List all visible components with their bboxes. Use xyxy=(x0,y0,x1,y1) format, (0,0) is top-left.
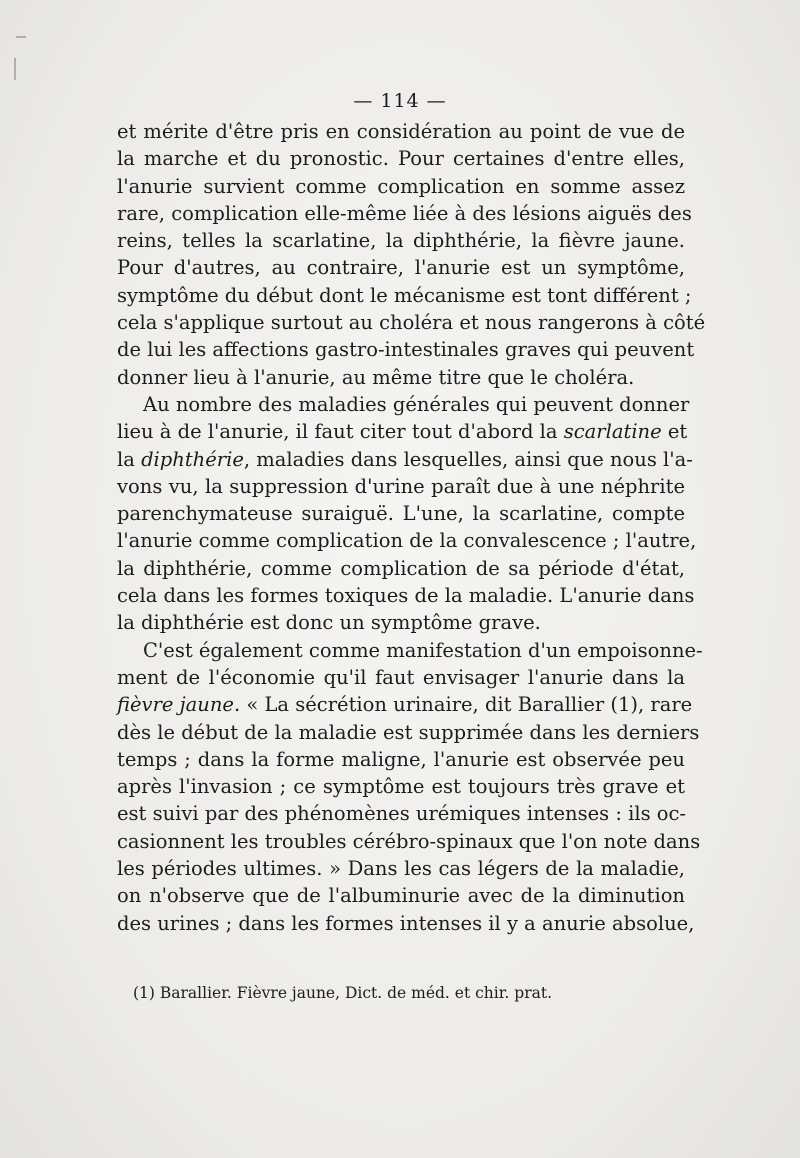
text-line: lieu à de l'anurie, il faut citer tout d'abord la scarlatine et xyxy=(117,420,688,444)
page-number: — 114 — xyxy=(353,90,447,112)
italic-term: scarlatine xyxy=(563,420,662,444)
text-line: fièvre jaune. « La sécrétion urinaire, dit Barallier (1), rare xyxy=(117,693,693,717)
italic-term: diphthérie xyxy=(141,447,244,471)
text-line: on n'observe que de l'albuminurie avec de la diminution xyxy=(117,884,685,908)
text-line: la marche et du pronostic. Pour certaines d'entre elles, xyxy=(117,147,685,171)
text-line: vons vu, la suppression d'urine paraît due à une néphrite xyxy=(117,474,685,498)
italic-term: fièvre jaune xyxy=(117,693,234,717)
text-line: et mérite d'être pris en considération au point de vue de xyxy=(117,120,685,143)
text-line: après l'invasion ; ce symptôme est toujours très grave et xyxy=(117,775,685,799)
margin-mark xyxy=(14,58,16,80)
text-line: les périodes ultimes. » Dans les cas légers de la maladie, xyxy=(117,857,685,881)
text-line: cela s'applique surtout au choléra et nous rangerons à côté xyxy=(117,311,706,335)
text-line: cela dans les formes toxiques de la maladie. L'anurie dans xyxy=(117,584,695,608)
text-line: dès le début de la maladie est supprimée dans les derniers xyxy=(117,720,700,744)
text-line: des urines ; dans les formes intenses il y a anurie absolue, xyxy=(117,911,695,935)
margin-mark xyxy=(16,36,26,38)
text-line: symptôme du début dont le mécanisme est tont différent ; xyxy=(117,283,692,307)
text-line: C'est également comme manifestation d'un empoisonne- xyxy=(143,638,703,662)
body-text xyxy=(117,118,706,937)
text-line: ment de l'économie qu'il faut envisager l'anurie dans la xyxy=(117,665,685,689)
text-line: la diphthérie, maladies dans lesquelles, ainsi que nous l'a- xyxy=(117,447,693,471)
text-line: temps ; dans la forme maligne, l'anurie est observée peu xyxy=(117,747,685,771)
text-line: Pour d'autres, au contraire, l'anurie est un symptôme, xyxy=(117,256,685,280)
text-line: donner lieu à l'anurie, au même titre que le choléra. xyxy=(117,365,635,389)
text-line: la diphthérie, comme complication de sa période d'état, xyxy=(117,556,685,580)
text-line: l'anurie comme complication de la convalescence ; l'autre, xyxy=(117,529,697,553)
text-line: l'anurie survient comme complication en somme assez xyxy=(117,174,685,198)
text-line: Au nombre des maladies générales qui peuvent donner xyxy=(143,392,690,416)
text-line: casionnent les troubles cérébro-spinaux que l'on note dans xyxy=(117,829,701,853)
text-line: reins, telles la scarlatine, la diphthérie, la fièvre jaune. xyxy=(117,229,685,253)
text-line: de lui les affections gastro-intestinales graves qui peuvent xyxy=(117,338,695,362)
text-line: la diphthérie est donc un symptôme grave. xyxy=(117,611,541,635)
footnote: (1) Barallier. Fièvre jaune, Dict. de méd. et chir. prat. xyxy=(133,984,553,1002)
text-line: parenchymateuse suraiguë. L'une, la scarlatine, compte xyxy=(117,502,685,526)
text-line: rare, complication elle-même liée à des lésions aiguës des xyxy=(117,201,692,225)
text-line: est suivi par des phénomènes urémiques intenses : ils oc- xyxy=(117,802,687,826)
